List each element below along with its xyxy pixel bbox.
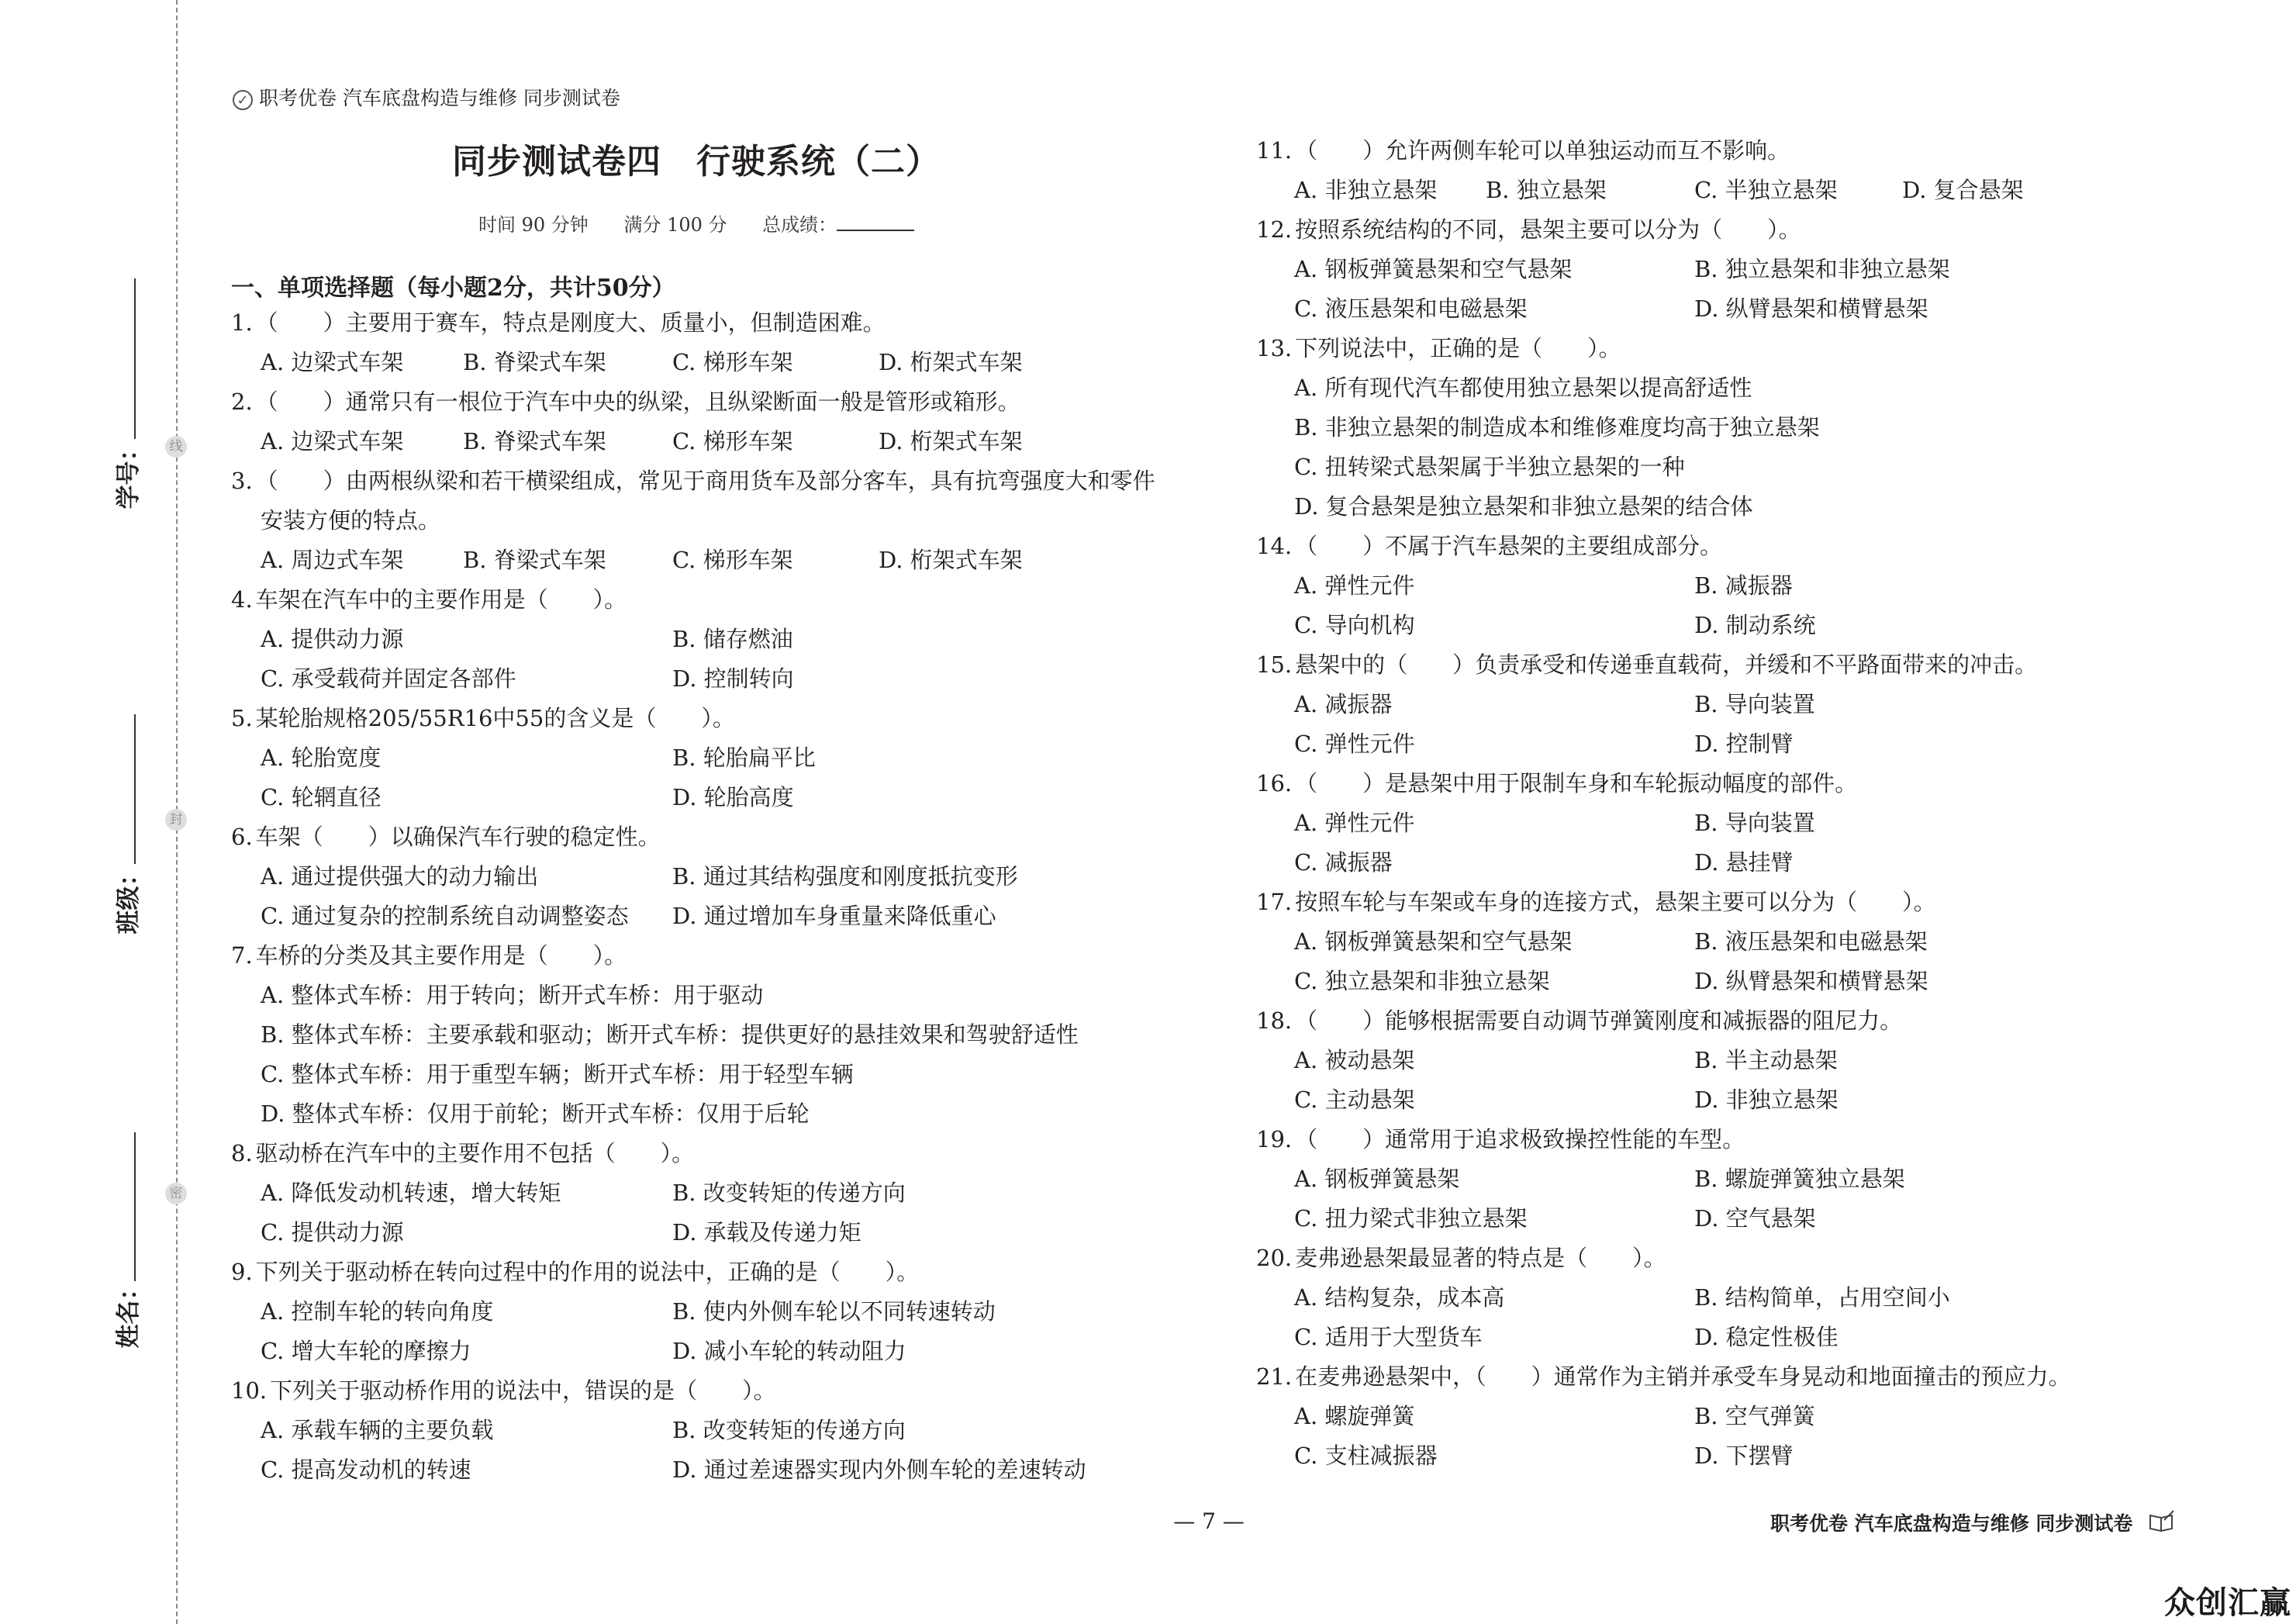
option-row: [1256, 289, 2256, 329]
answer-option: B. 半主动悬架: [1694, 1047, 1838, 1073]
option-row: [1256, 962, 2256, 1001]
option-row: [1256, 922, 2256, 962]
answer-option: A. 弹性元件: [1294, 572, 1415, 599]
exam-meta: [478, 209, 914, 237]
question-number: 15.: [1256, 651, 1293, 678]
question-stem-line: [231, 461, 1231, 501]
answer-option: C. 导向机构: [1294, 612, 1415, 638]
answer-option: A. 边梁式车架: [261, 349, 404, 375]
question-stem-text: 下列关于驱动桥作用的说法中，错误的是（ ）。: [270, 1377, 776, 1404]
question-14: [1256, 527, 2256, 645]
header-brand-text: 职考优卷 汽车底盘构造与维修 同步测试卷: [259, 87, 620, 109]
answer-option: D. 悬挂臂: [1694, 849, 1794, 876]
name-underline: [134, 1132, 136, 1281]
answer-option: A. 非独立悬架: [1294, 177, 1438, 203]
option-row: [231, 541, 1231, 580]
answer-option: C. 支柱减振器: [1294, 1443, 1438, 1469]
answer-option: A. 钢板弹簧悬架: [1294, 1166, 1460, 1192]
option-row: [231, 738, 1231, 778]
question-stem-text: 某轮胎规格205/55R16中55的含义是（ ）。: [255, 705, 735, 731]
answer-option: B. 整体式车桥：主要承载和驱动；断开式车桥：提供更好的悬挂效果和驾驶舒适性: [261, 1021, 1079, 1048]
answer-option: D. 纵臂悬架和横臂悬架: [1694, 295, 1928, 322]
option-row: [231, 778, 1231, 817]
question-stem-text: （ ）通常只有一根位于汽车中央的纵梁，且纵梁断面一般是管形或箱形。: [255, 389, 1020, 415]
answer-option: D. 空气悬架: [1694, 1205, 1816, 1232]
option-row: [231, 1450, 1231, 1490]
class-underline: [134, 714, 136, 864]
option-row: [1256, 487, 2256, 527]
answer-option: D. 制动系统: [1694, 612, 1816, 638]
question-9: [231, 1253, 1231, 1371]
question-number: 3.: [231, 468, 253, 494]
answer-option: D. 复合悬架是独立悬架和非独立悬架的结合体: [1294, 493, 1753, 520]
answer-option: C. 弹性元件: [1294, 731, 1415, 757]
option-row: [1256, 1278, 2256, 1318]
answer-option: A. 结构复杂，成本高: [1294, 1284, 1505, 1311]
answer-option: C. 扭力梁式非独立悬架: [1294, 1205, 1528, 1232]
answer-option: C. 梯形车架: [672, 349, 793, 375]
option-row: [231, 1292, 1231, 1332]
question-stem-text: （ ）能够根据需要自动调节弹簧刚度和减振器的阻尼力。: [1295, 1007, 1903, 1034]
option-row: [1256, 408, 2256, 447]
answer-option: A. 通过提供强大的动力输出: [261, 863, 539, 890]
option-row: [1256, 171, 2256, 210]
exam-total-label: 总成绩：: [762, 214, 837, 236]
question-stem-line: [1256, 329, 2256, 368]
answer-option: A. 整体式车桥：用于转向；断开式车桥：用于驱动: [261, 982, 764, 1008]
question-stem-text: 按照车轮与车架或车身的连接方式，悬架主要可以分为（ ）。: [1295, 889, 1936, 915]
answer-option: C. 扭转梁式悬架属于半独立悬架的一种: [1294, 454, 1685, 480]
answer-option: C. 主动悬架: [1294, 1087, 1415, 1113]
question-number: 21.: [1256, 1363, 1293, 1390]
answer-option: B. 结构简单，占用空间小: [1694, 1284, 1950, 1311]
question-13: [1256, 329, 2256, 527]
option-row: [231, 857, 1231, 897]
book-icon: [2149, 1509, 2175, 1542]
question-stem-text: 车架在汽车中的主要作用是（ ）。: [255, 586, 627, 613]
question-21: [1256, 1357, 2256, 1476]
option-row: [231, 1411, 1231, 1450]
answer-option: A. 被动悬架: [1294, 1047, 1415, 1073]
option-row: [231, 620, 1231, 659]
question-stem-line: [231, 501, 1231, 541]
answer-option: D. 下摆臂: [1694, 1443, 1794, 1469]
question-stem-line: [1256, 131, 2256, 171]
seal-mark-xian: 线: [165, 436, 187, 458]
question-number: 11.: [1256, 137, 1293, 164]
answer-option: A. 螺旋弹簧: [1294, 1403, 1415, 1429]
answer-option: C. 梯形车架: [672, 428, 793, 454]
answer-option: A. 周边式车架: [261, 547, 404, 573]
question-stem-text: 驱动桥在汽车中的主要作用不包括（ ）。: [255, 1140, 695, 1166]
question-stem-text: （ ）主要用于赛车，特点是刚度大、质量小，但制造困难。: [255, 309, 886, 336]
answer-option: C. 独立悬架和非独立悬架: [1294, 968, 1550, 994]
option-row: [231, 1015, 1231, 1055]
question-number: 6.: [231, 824, 253, 850]
answer-option: D. 复合悬架: [1902, 177, 2024, 203]
question-stem-line: [231, 382, 1231, 422]
option-row: [231, 897, 1231, 936]
question-stem-text: 车桥的分类及其主要作用是（ ）。: [255, 942, 627, 969]
option-row: [1256, 250, 2256, 289]
answer-option: B. 空气弹簧: [1694, 1403, 1815, 1429]
option-row: [231, 1213, 1231, 1253]
option-row: [231, 659, 1231, 699]
option-row: [231, 1332, 1231, 1371]
question-number: 10.: [231, 1377, 268, 1404]
question-18: [1256, 1001, 2256, 1120]
answer-option: B. 导向装置: [1694, 691, 1815, 717]
option-row: [1256, 1080, 2256, 1120]
page-title: 同步测试卷四 行驶系统（二）: [452, 142, 941, 181]
question-number: 4.: [231, 586, 253, 613]
question-stem-text: 按照系统结构的不同，悬架主要可以分为（ ）。: [1295, 216, 1801, 243]
question-stem-line: [1256, 883, 2256, 922]
answer-option: B. 脊梁式车架: [463, 547, 606, 573]
question-4: [231, 580, 1231, 699]
option-row: [1256, 724, 2256, 764]
answer-option: B. 储存燃油: [672, 626, 793, 652]
question-stem-line: [231, 580, 1231, 620]
question-7: [231, 936, 1231, 1134]
total-score-blank: [837, 213, 914, 231]
question-12: [1256, 210, 2256, 329]
answer-option: C. 整体式车桥：用于重型车辆；断开式车桥：用于轻型车辆: [261, 1061, 854, 1087]
question-stem-text: 车架（ ）以确保汽车行驶的稳定性。: [255, 824, 661, 850]
option-row: [1256, 1318, 2256, 1357]
answer-option: D. 控制转向: [672, 665, 794, 692]
question-stem-line: [1256, 764, 2256, 803]
option-row: [1256, 1199, 2256, 1239]
question-stem-text: （ ）是悬架中用于限制车身和车轮振动幅度的部件。: [1295, 770, 1858, 796]
answer-option: C. 减振器: [1294, 849, 1393, 876]
question-stem-line: [1256, 210, 2256, 250]
answer-option: B. 使内外侧车轮以不同转速转动: [672, 1298, 996, 1325]
footer-brand-text: 职考优卷 汽车底盘构造与维修 同步测试卷: [1770, 1512, 2133, 1535]
section-heading: 一、单项选择题（每小题2分，共计50分）: [231, 275, 675, 302]
option-row: [1256, 803, 2256, 843]
question-number: 7.: [231, 942, 253, 969]
answer-option: D. 桁架式车架: [879, 428, 1023, 454]
answer-option: A. 所有现代汽车都使用独立悬架以提高舒适性: [1294, 375, 1752, 401]
question-number: 1.: [231, 309, 253, 336]
option-row: [1256, 685, 2256, 724]
question-number: 20.: [1256, 1245, 1293, 1271]
answer-option: C. 通过复杂的控制系统自动调整姿态: [261, 903, 629, 929]
answer-option: B. 改变转矩的传递方向: [672, 1417, 906, 1443]
question-stem-text: （ ）允许两侧车轮可以单独运动而互不影响。: [1295, 137, 1790, 164]
question-5: [231, 699, 1231, 817]
answer-option: B. 非独立悬架的制造成本和维修难度均高于独立悬架: [1294, 414, 1820, 441]
answer-option: D. 纵臂悬架和横臂悬架: [1694, 968, 1928, 994]
question-number: 16.: [1256, 770, 1293, 796]
option-row: [1256, 447, 2256, 487]
question-stem-line: [231, 699, 1231, 738]
option-row: [1256, 843, 2256, 883]
seal-mark-mi: 密: [165, 1183, 187, 1204]
answer-option: A. 轮胎宽度: [261, 745, 382, 771]
question-number: 9.: [231, 1259, 253, 1285]
answer-option: C. 半独立悬架: [1694, 177, 1838, 203]
question-number: 14.: [1256, 533, 1293, 559]
option-row: [231, 1055, 1231, 1094]
question-number: 5.: [231, 705, 253, 731]
question-number: 19.: [1256, 1126, 1293, 1152]
answer-option: B. 脊梁式车架: [463, 349, 606, 375]
student-id-underline: [134, 278, 136, 439]
answer-option: A. 降低发动机转速，增大转矩: [261, 1180, 561, 1206]
option-row: [231, 976, 1231, 1015]
option-row: [1256, 1436, 2256, 1476]
answer-option: D. 整体式车桥：仅用于前轮；断开式车桥：仅用于后轮: [261, 1101, 810, 1127]
answer-option: C. 液压悬架和电磁悬架: [1294, 295, 1528, 322]
answer-option: A. 减振器: [1294, 691, 1393, 717]
question-number: 17.: [1256, 889, 1293, 915]
answer-option: C. 梯形车架: [672, 547, 793, 573]
question-stem-text: 悬架中的（ ）负责承受和传递垂直载荷，并缓和不平路面带来的冲击。: [1295, 651, 2038, 678]
question-number: 2.: [231, 389, 253, 415]
answer-option: A. 承载车辆的主要负载: [261, 1417, 494, 1443]
answer-option: D. 承载及传递力矩: [672, 1219, 861, 1246]
option-row: [1256, 1041, 2256, 1080]
question-column-right: [1256, 131, 2256, 1476]
answer-option: A. 边梁式车架: [261, 428, 404, 454]
question-15: [1256, 645, 2256, 764]
question-stem-line: [231, 1371, 1231, 1411]
page-number: — 7 —: [1173, 1508, 1245, 1534]
answer-option: B. 轮胎扁平比: [672, 745, 816, 771]
question-10: [231, 1371, 1231, 1490]
answer-option: B. 脊梁式车架: [463, 428, 606, 454]
answer-option: C. 轮辋直径: [261, 784, 382, 810]
question-1: [231, 303, 1231, 382]
answer-option: D. 桁架式车架: [879, 349, 1023, 375]
question-20: [1256, 1239, 2256, 1357]
option-row: [1256, 1159, 2256, 1199]
student-id-label: 学号：: [115, 437, 143, 510]
answer-option: C. 承受载荷并固定各部件: [261, 665, 516, 692]
question-3: [231, 461, 1231, 580]
question-number: 8.: [231, 1140, 253, 1166]
exam-full-score: 满分 100 分: [623, 214, 727, 236]
question-stem-line: [231, 1134, 1231, 1173]
question-column-left: [231, 303, 1231, 1490]
answer-option: D. 控制臂: [1694, 731, 1794, 757]
option-row: [1256, 566, 2256, 606]
question-11: [1256, 131, 2256, 210]
answer-option: A. 控制车轮的转向角度: [261, 1298, 494, 1325]
option-row: [231, 1094, 1231, 1134]
option-row: [231, 422, 1231, 461]
answer-option: D. 轮胎高度: [672, 784, 794, 810]
question-stem-line: [1256, 527, 2256, 566]
question-number: 18.: [1256, 1007, 1293, 1034]
question-stem-line: [1256, 1239, 2256, 1278]
question-2: [231, 382, 1231, 461]
answer-option: B. 通过其结构强度和刚度抵抗变形: [672, 863, 1018, 890]
question-stem-line: [1256, 1001, 2256, 1041]
question-6: [231, 817, 1231, 936]
answer-option: C. 提供动力源: [261, 1219, 404, 1246]
question-stem-line: [231, 1253, 1231, 1292]
answer-option: D. 稳定性极佳: [1694, 1324, 1839, 1350]
answer-option: B. 导向装置: [1694, 810, 1815, 836]
answer-option: A. 弹性元件: [1294, 810, 1415, 836]
question-stem-line: [231, 817, 1231, 857]
answer-option: D. 减小车轮的转动阻力: [672, 1338, 906, 1364]
question-stem-text: （ ）不属于汽车悬架的主要组成部分。: [1295, 533, 1723, 559]
answer-option: D. 通过增加车身重量来降低重心: [672, 903, 996, 929]
question-stem-line: [1256, 645, 2256, 685]
exam-time: 时间 90 分钟: [478, 214, 589, 236]
answer-option: D. 桁架式车架: [879, 547, 1023, 573]
option-row: [1256, 606, 2256, 645]
question-stem-text: 下列说法中，正确的是（ ）。: [1295, 335, 1621, 361]
question-8: [231, 1134, 1231, 1253]
answer-option: C. 适用于大型货车: [1294, 1324, 1483, 1350]
answer-option: B. 独立悬架: [1486, 177, 1607, 203]
option-row: [1256, 1397, 2256, 1436]
seal-mark-feng: 封: [165, 809, 187, 831]
answer-option: A. 钢板弹簧悬架和空气悬架: [1294, 256, 1573, 282]
answer-option: A. 钢板弹簧悬架和空气悬架: [1294, 928, 1573, 955]
watermark: 众创汇赢: [2164, 1585, 2291, 1621]
answer-option: D. 通过差速器实现内外侧车轮的差速转动: [672, 1456, 1086, 1483]
answer-option: C. 提高发动机的转速: [261, 1456, 471, 1483]
answer-option: B. 液压悬架和电磁悬架: [1694, 928, 1928, 955]
question-number: 12.: [1256, 216, 1293, 243]
question-17: [1256, 883, 2256, 1001]
question-19: [1256, 1120, 2256, 1239]
answer-option: B. 减振器: [1694, 572, 1793, 599]
answer-option: B. 螺旋弹簧独立悬架: [1694, 1166, 1905, 1192]
name-label: 姓名：: [115, 1276, 143, 1349]
header-brand: [233, 84, 620, 113]
question-stem-text: （ ）由两根纵梁和若干横梁组成，常见于商用货车及部分客车，具有抗弯强度大和零件: [255, 468, 1155, 494]
question-stem-line: [1256, 1357, 2256, 1397]
question-stem-text: 麦弗逊悬架最显著的特点是（ ）。: [1295, 1245, 1666, 1271]
option-row: [1256, 368, 2256, 408]
question-stem-text: 安装方便的特点。: [261, 507, 441, 534]
option-row: [231, 343, 1231, 382]
answer-option: D. 非独立悬架: [1694, 1087, 1839, 1113]
answer-option: B. 独立悬架和非独立悬架: [1694, 256, 1950, 282]
option-row: [231, 1173, 1231, 1213]
class-label: 班级：: [115, 862, 143, 935]
logo-icon: ✓: [233, 90, 253, 110]
question-stem-text: 下列关于驱动桥在转向过程中的作用的说法中，正确的是（ ）。: [255, 1259, 920, 1285]
answer-option: A. 提供动力源: [261, 626, 404, 652]
answer-option: B. 改变转矩的传递方向: [672, 1180, 906, 1206]
question-stem-line: [231, 936, 1231, 976]
question-stem-line: [1256, 1120, 2256, 1159]
question-stem-text: （ ）通常用于追求极致操控性能的车型。: [1295, 1126, 1745, 1152]
footer-brand: [1770, 1508, 2175, 1539]
question-number: 13.: [1256, 335, 1293, 361]
question-stem-line: [231, 303, 1231, 343]
answer-option: C. 增大车轮的摩擦力: [261, 1338, 471, 1364]
question-16: [1256, 764, 2256, 883]
question-stem-text: 在麦弗逊悬架中，（ ）通常作为主销并承受车身晃动和地面撞击的预应力。: [1295, 1363, 2071, 1390]
